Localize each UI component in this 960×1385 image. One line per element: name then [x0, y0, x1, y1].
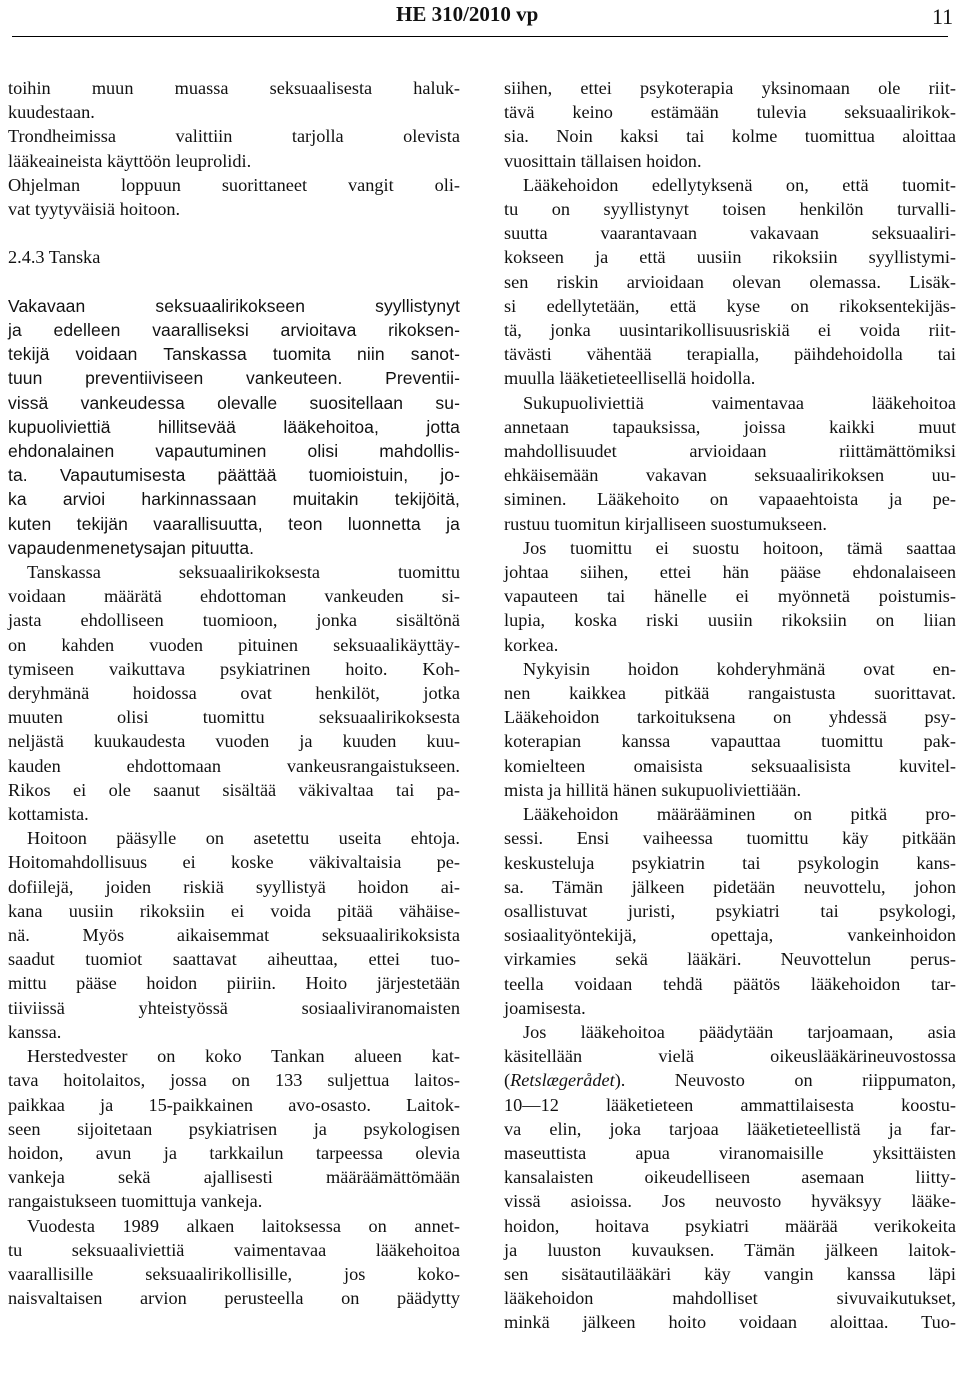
text-line: ta. Vapautumisesta päättää tuomioistuin, jo-: [8, 465, 460, 486]
text-line: teella voidaan tehdä päätös lääkehoidon tar-: [504, 973, 956, 994]
text-line: mahdollisuudet arvioidaan riittämättömiksi: [504, 441, 956, 462]
text-line: maseuttista apua viranomaisille yksittäisten: [504, 1142, 956, 1163]
text-line: tava hoitolaitos, jossa on 133 suljettua laitos-: [8, 1070, 460, 1091]
text-line: lääkeaineista käyttöön leuprolidi.: [8, 150, 252, 171]
text-line: on kahden vuoden pituinen seksuaalikäyttäy-: [8, 634, 460, 655]
text-line: rangaistukseen tuomittuja vankeja.: [8, 1191, 263, 1212]
text-line: Vakavaan seksuaalirikokseen syyllistynyt: [8, 295, 460, 316]
paragraph: [8, 1214, 460, 1311]
text-line: vapauteen tai hänelle ei myönnetä poistumis-: [504, 586, 956, 607]
text-line: tävästi vähentää terapialla, päihdehoidolla tai: [504, 344, 956, 365]
text-line: Tanskassa seksuaalirikoksesta tuomittu: [27, 562, 460, 583]
text-line: Herstedvester on koko Tankan alueen kat-: [27, 1046, 460, 1067]
text-line: hoidon, avun ja tarkkailun tarpeessa olevia: [8, 1142, 460, 1163]
text-line: tymiseen vaikuttava psykiatrinen hoito. Koh-: [8, 658, 460, 679]
text-line: vapaudenmenetysajan pituutta.: [8, 537, 255, 558]
text-line: minkä jälkeen hoito voidaan aloittaa. Tuo-: [504, 1312, 956, 1333]
text-line: muuten olisi tuomittu seksuaalirikoksesta: [8, 707, 460, 728]
text-line: Lääkehoidon edellytyksenä on, että tuomit-: [523, 174, 956, 195]
text-line: sia. Noin kaksi tai kolme tuomittua aloittaa: [504, 126, 956, 147]
text-line: tu on syyllistynyt toisen henkilön turvalli-: [504, 199, 956, 220]
text-line: vaarallisille seksuaalirikollisille, jos koko-: [8, 1263, 460, 1284]
text-line: annetaan tapauksissa, joissa kaikki muut: [504, 416, 956, 437]
text-line: sessi. Ensi vaiheessa tuomittu käy pitkään: [504, 828, 956, 849]
text-line: toihin muun muassa seksuaalisesta haluk-: [8, 78, 460, 98]
text-line: vuosittain tällaisen hoidon.: [504, 150, 702, 171]
text-line: joamisesta.: [504, 997, 586, 1018]
text-line: ja edelleen vaaralliseksi arvioitava rikoksen-: [8, 320, 460, 340]
text-line: si edellytetään, että kyse on rikoksentekijäs-: [504, 295, 956, 316]
text-line: Lääkehoidon määrääminen on pitkä pro-: [523, 804, 956, 825]
text-line: tävä keino estämään tulevia seksuaalirikok-: [504, 102, 956, 123]
right-column: [504, 76, 956, 1335]
text-line: komielteen omaisista seksuaalisista kuvitel-: [504, 755, 956, 776]
text-line: suutta vaarantavaan vakavaan seksuaaliri-: [504, 223, 956, 244]
text-line: siminen. Lääkehoito on vapaaehtoista ja pe-: [504, 489, 956, 510]
text-line: mittu pääse hoidon piiriin. Hoito järjestetään: [8, 973, 460, 994]
paragraph: [504, 391, 956, 536]
spacer: [8, 270, 460, 294]
text-line: sa. Tämän jälkeen pidetään neuvottelu, johon: [504, 876, 956, 897]
text-line: tiiviissä yhteistyössä sosiaaliviranomaisten: [8, 997, 460, 1018]
text-line-with-title: [504, 1068, 956, 1092]
text-line: siihen, ettei psykoterapia yksinomaan ole riit-: [504, 78, 956, 98]
text-line: ehkäisemään vakavan seksuaalirikoksen uu-: [504, 465, 956, 486]
paragraph: [8, 1044, 460, 1213]
text-line: kauden ehdottomaan vankeusrangaistukseen.: [8, 755, 460, 776]
spacer: [8, 221, 460, 245]
text-line: neljästä kuukaudesta vuoden ja kuuden kuu-: [8, 731, 460, 752]
text-line: lääkehoidon mahdolliset sivuvaikutukset,: [504, 1288, 956, 1309]
left-column: [8, 76, 460, 1310]
page-number: 11: [932, 4, 954, 29]
line-rest: ). Neuvosto on riippumaton,: [614, 1070, 956, 1091]
text-line: mista ja hillitä hänen sukupuoliviettiään.: [504, 779, 802, 800]
text-line: kuudestaan.: [8, 102, 95, 123]
page-header: [0, 0, 960, 36]
text-line: Rikos ei ole saanut sisältää väkivaltaa tai pa-: [8, 779, 460, 800]
text-line: ehdonalainen vapautuminen olisi mahdollis-: [8, 441, 460, 462]
paragraph: [504, 173, 956, 391]
document-id: HE 310/2010 vp: [396, 2, 539, 26]
paragraph: [504, 657, 956, 802]
section-heading: 2.4.3 Tanska: [8, 247, 101, 268]
text-line: vissä asioissa. Jos neuvosto hyväksyy lääke-: [504, 1191, 956, 1212]
text-line: tekijä voidaan Tanskassa tuomita niin sanot-: [8, 344, 460, 365]
text-line: johtaa siihen, ettei hän pääse ehdonalaiseen: [504, 562, 956, 583]
text-line: kansalaisten oikeudelliseen asemaan liitty-: [504, 1167, 956, 1188]
text-line: virkamies sekä lääkäri. Neuvottelun perus-: [504, 949, 956, 970]
text-line: tuun preventiiviseen vankeuteen. Preventii-: [8, 368, 460, 389]
text-line: Ohjelman loppuun suorittaneet vangit oli-: [8, 174, 460, 195]
text-line: hoidon, hoitava psykiatri määrää verikokeita: [504, 1215, 956, 1236]
paragraph: [8, 826, 460, 1044]
text-line: Vuodesta 1989 alkaen laitoksessa on annet-: [27, 1215, 460, 1236]
text-line: kupuoliviettiä hillitsevää lääkehoitoa, jotta: [8, 416, 460, 437]
text-line: ja luuston kuvauksen. Tämän jälkeen laitok-: [504, 1239, 956, 1260]
text-line: keskusteluja psykiatrin tai psykologin kans-: [504, 852, 956, 873]
text-line: sen sisätautilääkäri käy vangin kanssa läpi: [504, 1263, 956, 1284]
intro-paragraph: [8, 76, 460, 221]
text-line: lupia, koska riski uusiin rikoksiin on liian: [504, 610, 956, 631]
text-line: Hoitoon pääsylle on asetettu useita ehtoja.: [27, 828, 460, 849]
paragraph: [504, 802, 956, 1020]
text-line: 10—12 lääketieteen ammattilaisesta koostu-: [504, 1094, 956, 1115]
paragraph: [504, 1020, 956, 1335]
text-line: dofiilejä, joiden riskiä syyllistyä hoidon ai-: [8, 876, 460, 897]
text-line: va elin, joka tarjoaa lääketieteellistä ja far-: [504, 1118, 956, 1139]
paragraph: [504, 76, 956, 173]
text-line: kanssa.: [8, 1021, 62, 1042]
text-line: osallistuvat juristi, psykiatri tai psykologi,: [504, 900, 956, 921]
text-line: tu seksuaaliviettiä vaimentavaa lääkehoitoa: [8, 1239, 460, 1260]
text-line: muulla lääketieteellisellä hoidolla.: [504, 368, 756, 389]
text-line: saadut tuomiot saattavat aiheuttaa, ettei tuo-: [8, 949, 460, 970]
header-rule: [12, 36, 948, 37]
text-line: vankeja sekä ajallisesti määräämättömään: [8, 1167, 460, 1188]
council-name: Retslægerådet: [510, 1070, 615, 1091]
text-line: tä, jonka uusintarikollisuusriskiä ei voida riit-: [504, 320, 956, 341]
text-line: kuten tekijän vaarallisuutta, teon luonnetta ja: [8, 513, 460, 534]
text-line: nen kaikkea pitkää rangaistusta suorittavat.: [504, 683, 956, 704]
text-line: Lääkehoidon tarkoituksena on yhdessä psy-: [504, 707, 956, 728]
text-line: seen sijoitetaan psykiatrisen ja psykologisen: [8, 1118, 460, 1139]
text-line: Nykyisin hoidon kohderyhmänä ovat en-: [523, 658, 956, 679]
text-line: kokseen ja että uusiin rikoksiin syyllistymi-: [504, 247, 956, 268]
text-line: käsitellään vielä oikeuslääkärineuvostossa: [504, 1046, 956, 1067]
text-line: naisvaltaisen arvion perusteella on päädytty: [8, 1288, 460, 1309]
text-line: Sukupuoliviettiä vaimentavaa lääkehoitoa: [523, 392, 956, 413]
text-line: paikkaa ja 15-paikkainen avo-osasto. Laitok-: [8, 1094, 460, 1115]
text-line: korkea.: [504, 634, 559, 655]
text-line: koterapian kanssa vapauttaa tuomittu pak-: [504, 731, 956, 752]
text-line: Hoitomahdollisuus ei koske väkivaltaisia pe-: [8, 852, 460, 873]
text-line: jasta ehdolliseen tuomioon, jonka sisältönä: [8, 610, 460, 631]
text-line: ka arvioi harkinnassaan muitakin tekijöitä,: [8, 489, 460, 510]
text-line: Jos tuomittu ei suostu hoitoon, tämä saattaa: [523, 537, 956, 558]
text-line: kottamista.: [8, 804, 89, 825]
text-line: voidaan määrätä ehdottoman vankeuden si-: [8, 586, 460, 607]
paragraph: [8, 560, 460, 826]
text-line: vat tyytyväisiä hoitoon.: [8, 199, 181, 220]
paren-open: (: [504, 1070, 511, 1091]
text-line: nä. Myös aikaisemmat seksuaalirikoksista: [8, 925, 460, 946]
text-line: rustuu tuomitun kirjalliseen suostumukseen.: [504, 513, 827, 534]
text-line: kana uusiin rikoksiin ei voida pitää vähäise-: [8, 900, 460, 921]
text-line: Jos lääkehoitoa päädytään tarjoamaan, asia: [523, 1021, 956, 1042]
text-line: Trondheimissa valittiin tarjolla olevista: [8, 126, 460, 147]
paragraph: [504, 536, 956, 657]
text-line: vissä vankeudessa olevalle suositellaan su-: [8, 392, 460, 413]
text-line: sosiaalityöntekijä, opettaja, vankeinhoidon: [504, 925, 956, 946]
text-line: sen riskin arvioidaan olevan olemassa. Lisäk-: [504, 271, 956, 292]
paragraph-sans: [8, 294, 460, 560]
text-line: deryhmänä hoidossa ovat henkilöt, jotka: [8, 683, 460, 704]
